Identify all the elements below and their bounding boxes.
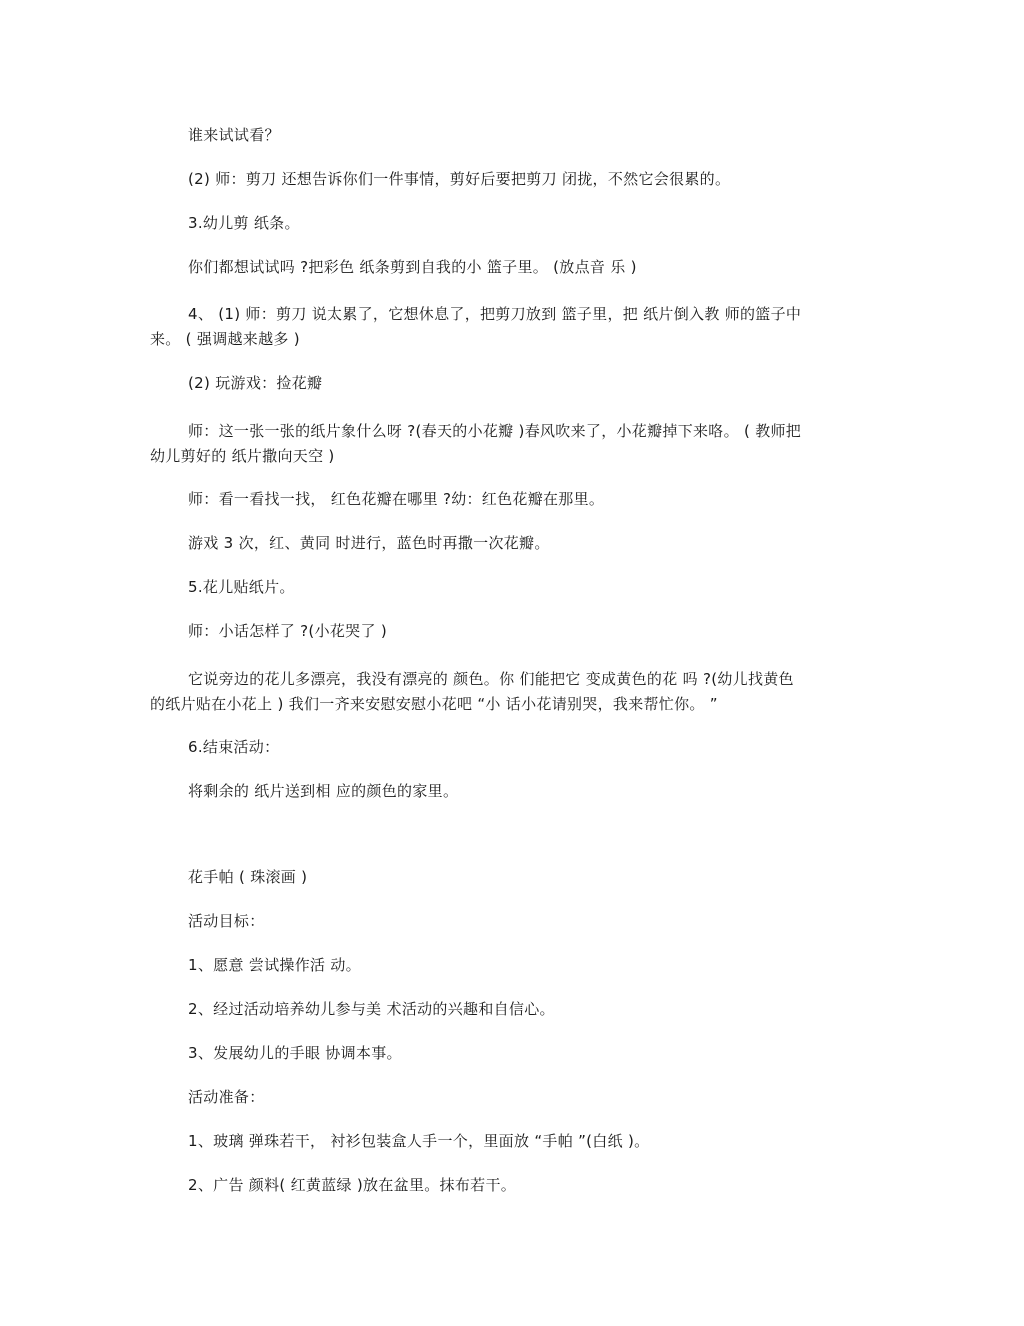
text-line: 1、愿意 尝试操作活 动。	[188, 956, 361, 974]
text-line: 它说旁边的花儿多漂亮，我没有漂亮的 颜色。你 们能把它 变成黄色的花 吗 ?(幼儿找黄色	[188, 670, 794, 688]
text-line: 谁来试试看？	[188, 126, 280, 144]
text-line: 4、 (1) 师：剪刀 说太累了，它想休息了，把剪刀放到 篮子里，把 纸片倒入教 师的篮子中	[188, 305, 802, 323]
text-line: 活动准备：	[188, 1088, 265, 1106]
text-line: 5.花儿贴纸片。	[188, 578, 295, 596]
text-line: 2、广告 颜料( 红黄蓝绿 )放在盆里。抹布若干。	[188, 1176, 517, 1194]
text-line: (2) 玩游戏：捡花瓣	[188, 374, 323, 392]
text-line: 活动目标：	[188, 912, 265, 930]
text-line: 幼儿剪好的 纸片撒向天空 )	[150, 447, 335, 465]
text-line: 游戏 3 次，红、黄同 时进行，蓝色时再撒一次花瓣。	[188, 534, 550, 552]
text-line: 你们都想试试吗 ?把彩色 纸条剪到自我的小 篮子里。 (放点音 乐 )	[188, 258, 637, 276]
text-line: 的纸片贴在小花上 ) 我们一齐来安慰安慰小花吧 “小 话小花请别哭，我来帮忙你。 ”	[150, 695, 718, 713]
text-line: (2) 师：剪刀 还想告诉你们一件事情，剪好后要把剪刀 闭拢，不然它会很累的。	[188, 170, 731, 188]
text-line: 3.幼儿剪 纸条。	[188, 214, 300, 232]
text-line: 3、发展幼儿的手眼 协调本事。	[188, 1044, 402, 1062]
text-line: 师：这一张一张的纸片象什么呀 ?(春天的小花瓣 )春风吹来了，小花瓣掉下来咯。 ( 教师把	[188, 422, 802, 440]
text-line: 1、玻璃 弹珠若干， 衬衫包装盒人手一个，里面放 “手帕 ”(白纸 )。	[188, 1132, 650, 1150]
text-line: 师：看一看找一找， 红色花瓣在哪里 ?幼：红色花瓣在那里。	[188, 490, 605, 508]
text-line: 将剩余的 纸片送到相 应的颜色的家里。	[188, 782, 459, 800]
text-line: 师：小话怎样了 ?(小花哭了 )	[188, 622, 388, 640]
text-line: 2、经过活动培养幼儿参与美 术活动的兴趣和自信心。	[188, 1000, 555, 1018]
text-line: 来。 ( 强调越来越多 )	[150, 330, 300, 348]
text-line: 6.结束活动：	[188, 738, 280, 756]
text-line: 花手帕 ( 珠滚画 )	[188, 868, 308, 886]
